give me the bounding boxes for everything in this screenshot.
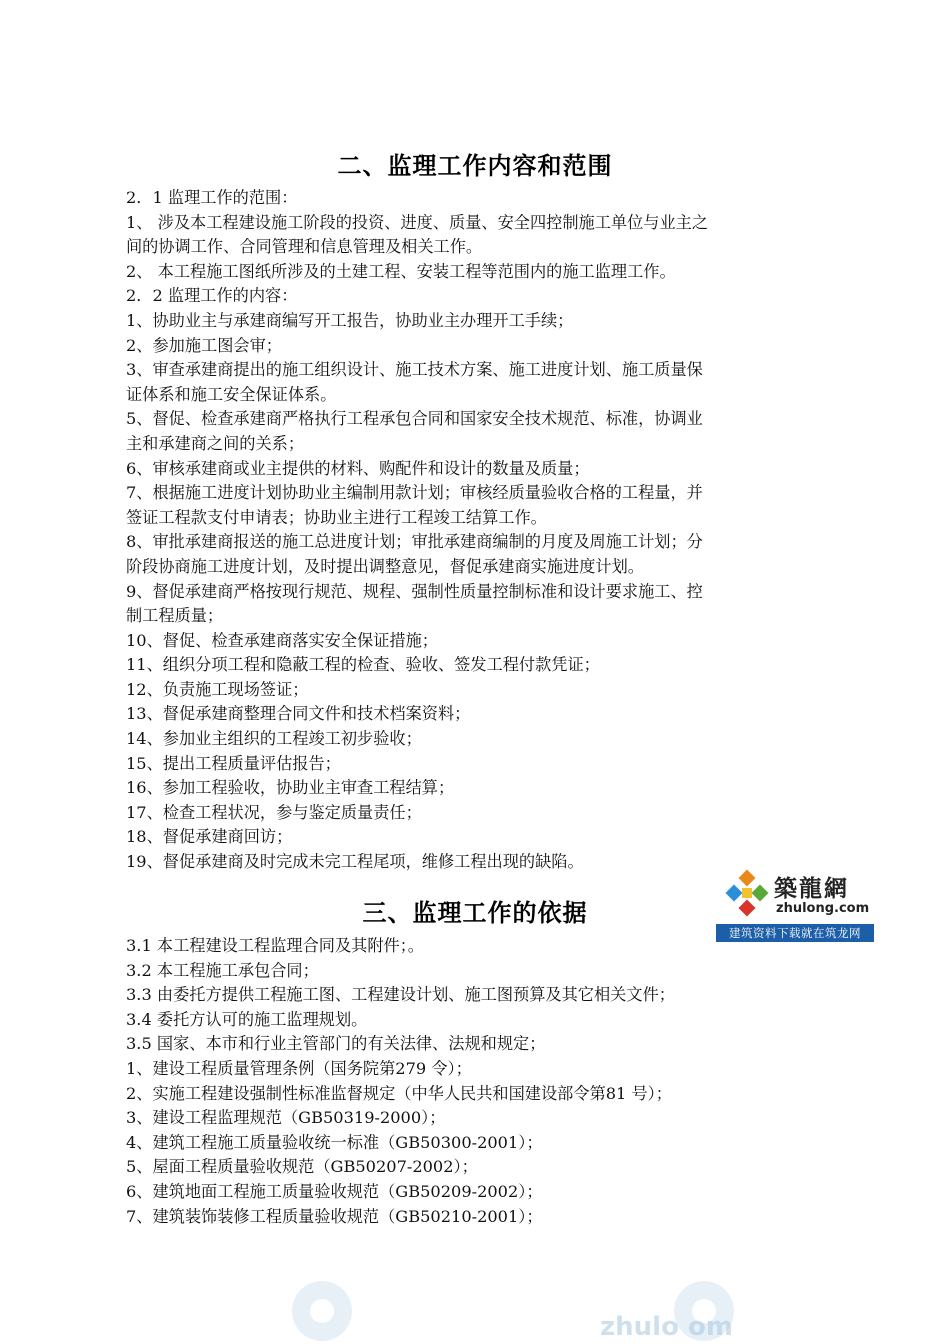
paragraph-line: 7、建筑装饰装修工程质量验收规范（GB50210-2001）； bbox=[126, 1206, 543, 1226]
paragraph-line: 3、审查承建商提出的施工组织设计、施工技术方案、施工进度计划、施工质量保 bbox=[126, 360, 703, 380]
paragraph-line: 5、督促、检查承建商严格执行工程承包合同和国家安全技术规范、标准，协调业 bbox=[126, 409, 703, 429]
watermark-text: zhulo om bbox=[600, 1312, 733, 1342]
logo-slogan: 建筑资料下载就在筑龙网 bbox=[716, 924, 874, 942]
paragraph-line: 9、督促承建商严格按现行规范、规程、强制性质量控制标准和设计要求施工、控 bbox=[126, 581, 703, 601]
section-3-body bbox=[126, 934, 826, 1229]
paragraph-line: 3.5 国家、本市和行业主管部门的有关法律、法规和规定； bbox=[126, 1034, 546, 1054]
paragraph-line: 3.4 委托方认可的施工监理规划。 bbox=[126, 1009, 368, 1029]
paragraph-line: 14、参加业主组织的工程竣工初步验收； bbox=[126, 729, 422, 749]
paragraph-line: 3.3 由委托方提供工程施工图、工程建设计划、施工图预算及其它相关文件； bbox=[126, 985, 675, 1005]
paragraph-line: 10、督促、检查承建商落实安全保证措施； bbox=[126, 630, 438, 650]
logo-domain: zhulong.com bbox=[776, 901, 870, 916]
paragraph-line: 2．1 监理工作的范围： bbox=[126, 188, 298, 207]
paragraph-line: 3.2 本工程施工承包合同； bbox=[126, 960, 319, 980]
paragraph-line: 1、协助业主与承建商编写开工报告，协助业主办理开工手续； bbox=[126, 310, 574, 330]
paragraph-line: 16、参加工程验收，协助业主审查工程结算； bbox=[126, 778, 455, 798]
paragraph-line: 2、实施工程建设强制性标准监督规定（中华人民共和国建设部令第81 号）； bbox=[126, 1083, 672, 1103]
paragraph-line: 3、建设工程监理规范（GB50319-2000）； bbox=[126, 1108, 446, 1128]
paragraph-line: 2、 本工程施工图纸所涉及的土建工程、安装工程等范围内的施工监理工作。 bbox=[126, 261, 676, 281]
paragraph-line: 4、建筑工程施工质量验收统一标准（GB50300-2001）； bbox=[126, 1132, 543, 1152]
paragraph-line: 13、督促承建商整理合同文件和技术档案资料； bbox=[126, 704, 471, 724]
paragraph-line: 制工程质量； bbox=[126, 606, 224, 626]
paragraph-line: 签证工程款支付申请表；协助业主进行工程竣工结算工作。 bbox=[126, 507, 547, 527]
paragraph-line: 1、 涉及本工程建设施工阶段的投资、进度、质量、安全四控制施工单位与业主之 bbox=[126, 212, 709, 232]
paragraph-line: 6、审核承建商或业主提供的材料、购配件和设计的数量及质量； bbox=[126, 458, 590, 478]
paragraph-line: 阶段协商施工进度计划，及时提出调整意见，督促承建商实施进度计划。 bbox=[126, 556, 644, 576]
zhulong-logo-icon bbox=[722, 868, 772, 920]
paragraph-line: 间的协调工作、合同管理和信息管理及相关工作。 bbox=[126, 237, 483, 257]
paragraph-line: 18、督促承建商回访； bbox=[126, 827, 293, 847]
snowflake-watermark-icon bbox=[286, 1278, 358, 1344]
paragraph-line: 7、根据施工进度计划协助业主编制用款计划；审核经质量验收合格的工程量，并 bbox=[126, 483, 703, 503]
paragraph-line: 17、检查工程状况，参与鉴定质量责任； bbox=[126, 802, 422, 822]
paragraph-line: 主和承建商之间的关系； bbox=[126, 433, 305, 453]
section-2-body bbox=[126, 186, 826, 875]
paragraph-line: 5、屋面工程质量验收规范（GB50207-2002）； bbox=[126, 1157, 478, 1177]
paragraph-line: 15、提出工程质量评估报告； bbox=[126, 753, 341, 773]
paragraph-line: 3.1 本工程建设工程监理合同及其附件；。 bbox=[126, 936, 424, 955]
paragraph-line: 2．2 监理工作的内容： bbox=[126, 286, 298, 306]
paragraph-line: 2、参加施工图会审； bbox=[126, 335, 282, 355]
zhulong-logo bbox=[716, 864, 874, 942]
logo-name: 築龍網 bbox=[774, 876, 849, 902]
section-3-heading: 三、监理工作的依据 bbox=[362, 899, 588, 927]
paragraph-line: 6、建筑地面工程施工质量验收规范（GB50209-2002）； bbox=[126, 1181, 543, 1201]
paragraph-line: 1、建设工程质量管理条例（国务院第279 令）； bbox=[126, 1058, 472, 1078]
paragraph-line: 11、组织分项工程和隐蔽工程的检查、验收、签发工程付款凭证； bbox=[126, 655, 600, 675]
section-2-heading: 二、监理工作内容和范围 bbox=[337, 152, 613, 180]
paragraph-line: 8、审批承建商报送的施工总进度计划；审批承建商编制的月度及周施工计划；分 bbox=[126, 532, 703, 552]
paragraph-line: 12、负责施工现场签证； bbox=[126, 679, 309, 699]
paragraph-line: 19、督促承建商及时完成未完工程尾项，维修工程出现的缺陷。 bbox=[126, 852, 584, 872]
paragraph-line: 证体系和施工安全保证体系。 bbox=[126, 384, 337, 404]
